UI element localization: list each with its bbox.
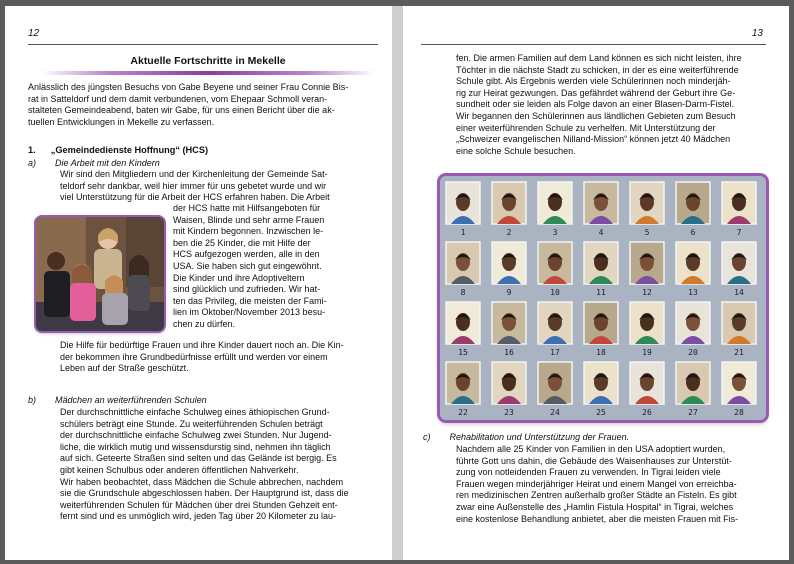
text-line: führte Gott uns dahin, die Gebäude des Waisenhauses zur Unterstüt- [456, 455, 732, 466]
student-portrait [538, 302, 572, 344]
student-portrait [538, 182, 572, 224]
right-page [403, 6, 789, 560]
photo-number-label: 24 [550, 408, 560, 417]
text-line: Anlässlich des jüngsten Besuchs von Gabe Beyene und seiner Frau Connie Bis- [28, 82, 349, 92]
text-line: Wir begannen den Schülerinnen aus ländlichen Gebieten zum Besuch [456, 110, 736, 121]
text-line: HCS aufgezogen werden, alle in den [173, 249, 320, 260]
section-title: „Gemeindedienste Hoffnung“ (HCS) [50, 145, 209, 155]
subheading-label: b) [28, 395, 37, 405]
children-photo-drawing [36, 217, 164, 331]
student-portrait [538, 362, 572, 404]
header-rule-left [28, 44, 378, 45]
article-title [33, 55, 383, 75]
text-line: der durchschnittliche einfache Schulweg zwei Stunden. Nur Jugend- [60, 430, 332, 441]
photo-number-label: 10 [550, 288, 560, 297]
photo-number-label: 20 [688, 348, 698, 357]
photo-number-label: 6 [690, 228, 696, 237]
text-line: Die Hilfe für bedürftige Frauen und ihre Kinder dauert noch an. Die Kin- [60, 340, 344, 350]
text-line: ren medizinischen Zentren außerhalb großer Städte an Fisteln. Es gibt [456, 490, 737, 501]
section-heading-1 [28, 145, 208, 155]
text-line: Die Kinder und ihre Adoptiveltern [173, 272, 305, 283]
text-line: stalteten Gemeindeabend, baten wir Gabe, für uns einen Bericht über die ak- [28, 105, 335, 116]
text-line: Nachdem alle 25 Kinder von Familien in den USA adoptiert wurden, [456, 444, 726, 454]
text-line: Schule gibt. Als Ergebnis werden viele Schülerinnen noch minderjäh- [456, 76, 731, 87]
text-line: sundheit oder sie leiden als Folge davon an einer Blasen-Darm-Fistel. [456, 99, 735, 110]
photo-number-label: 14 [734, 288, 744, 297]
student-portrait [584, 362, 618, 404]
text-line: eine solche Schule besuchen. [456, 145, 576, 156]
text-line: rig zur Heirat gezwungen. Das gefährdet während der Geburt ihre Ge- [456, 87, 736, 98]
student-portrait [722, 362, 756, 404]
photo-number-label: 13 [688, 288, 698, 297]
text-line: fen. Die armen Familien auf dem Land können es sich nicht leisten, ihre [456, 53, 742, 63]
left-page [5, 6, 392, 560]
photo-number-label: 11 [596, 288, 606, 297]
sub-c-paragraph [456, 444, 766, 525]
student-portrait [538, 242, 572, 284]
student-portrait [584, 302, 618, 344]
sub-a-after-paragraph [60, 340, 378, 375]
text-line: Töchter in die nächste Stadt zu schicken, in der es eine weiterführende [456, 64, 739, 75]
photo-wall-drawing [440, 176, 766, 420]
photo-number-label: 22 [458, 408, 468, 417]
text-line: der HCS hatte mit Hilfsangeboten für [173, 203, 321, 213]
student-portrait [492, 362, 526, 404]
student-portrait [446, 182, 480, 224]
photo-number-label: 26 [642, 408, 652, 417]
student-portrait [722, 302, 756, 344]
section-number: 1. [28, 145, 36, 155]
sub-a-wrap-paragraph [173, 203, 378, 331]
photo-number-label: 4 [598, 228, 604, 237]
text-line: USA. Sie haben sich gut eingewöhnt. [173, 260, 322, 271]
text-line: schülers beträgt eine Stunde. Zu weiterführenden Schulen beträgt [60, 418, 323, 429]
continued-paragraph [456, 53, 766, 157]
photo-number-label: 19 [642, 348, 652, 357]
text-line: „Schweizer evangelischen Nilland-Mission“ können jetzt 40 Mädchen [456, 134, 731, 145]
student-portrait [676, 242, 710, 284]
text-line: Der durchschnittliche einfache Schulweg eines äthiopischen Grund- [60, 407, 330, 417]
text-line: sie die Grundschule abgeschlossen haben. Der Hauptgrund ist, dass die [60, 488, 349, 499]
text-line: einer weiterführenden Schule zu verhelfen. Mit Unterstützung der [456, 122, 716, 133]
subheading-a [28, 158, 160, 168]
student-portrait [676, 362, 710, 404]
photo-number-label: 17 [550, 348, 560, 357]
photo-number-label: 12 [642, 288, 652, 297]
student-portrait [446, 242, 480, 284]
text-line: Frauen wegen minderjähriger Heirat und einem Mangel von erreichba- [456, 478, 737, 489]
photo-number-label: 18 [596, 348, 606, 357]
student-portrait [630, 302, 664, 344]
text-line: auf sich. Geteerte Straßen sind selten und das Gelände ist bergig. Es [60, 453, 337, 464]
text-line: Wir haben beobachtet, dass Mädchen die Schule abbrechen, nachdem [60, 476, 344, 487]
photo-number-label: 21 [734, 348, 744, 357]
page-number-left: 12 [28, 28, 40, 39]
photo-number-label: 7 [736, 228, 742, 237]
intro-paragraph [28, 82, 378, 128]
photo-number-label: 9 [506, 288, 512, 297]
header-rule-right [421, 44, 766, 45]
text-line: weiterführenden Schulen für Mädchen über drei Stunden Gehzeit ent- [60, 499, 338, 510]
text-line: zung von notleidenden Frauen zu verwenden. In Tigrai leiden viele [456, 467, 721, 478]
student-portrait [584, 242, 618, 284]
student-portrait [630, 242, 664, 284]
student-portrait [630, 182, 664, 224]
photo-number-label: 8 [460, 288, 466, 297]
text-line: rat in Satteldorf und dem damit verbundenen, vom Ehepaar Schmoll veran- [28, 93, 328, 104]
subheading-label: c) [423, 432, 431, 442]
photo-number-label: 3 [552, 228, 558, 237]
text-line: chen zu dürfen. [173, 318, 236, 329]
children-photo [36, 217, 164, 331]
text-line: tuellen Entwicklungen in Mekelle zu verfassen. [28, 116, 215, 127]
photo-number-label: 23 [504, 408, 514, 417]
photo-number-label: 15 [458, 348, 468, 357]
text-line: Waisen, Blinde und sehr arme Frauen [173, 214, 325, 225]
text-line: sind glücklich und zufrieden. Wir hat- [173, 284, 321, 295]
page-number-right: 13 [751, 28, 763, 39]
text-line: lien im Oktober/November 2013 besu- [173, 307, 326, 318]
subheading-title: Rehabilitation und Unterstützung der Frauen. [449, 432, 630, 442]
student-portrait [722, 182, 756, 224]
text-line: der bekommen ihre Grundbedürfnisse erfüllt und werden vor einem [60, 351, 328, 362]
student-portrait [676, 182, 710, 224]
text-line: mit Kindern begonnen. Inzwischen le- [173, 226, 324, 237]
sub-a-paragraph [60, 169, 378, 204]
subheading-b [28, 395, 207, 405]
student-photo-wall [440, 176, 766, 420]
text-line: ben die 25 Kinder, die mit Hilfe der [173, 237, 311, 248]
photo-number-label: 1 [460, 228, 466, 237]
student-portrait [492, 182, 526, 224]
text-line: teldorf sehr dankbar, weil hier immer für uns gebetet wurde und wir [60, 180, 327, 191]
student-portrait [676, 302, 710, 344]
article-title-text: Aktuelle Fortschritte in Mekelle [130, 55, 286, 67]
student-portrait [584, 182, 618, 224]
sub-b-paragraph [60, 407, 378, 523]
text-line: liche, die wirklich mutig und wissensdurstig sind, nehmen ihn täglich [60, 441, 331, 452]
subheading-c [423, 432, 629, 442]
student-portrait [492, 302, 526, 344]
text-line: Wir sind den Mitgliedern und der Kirchenleitung der Gemeinde Sat- [60, 169, 328, 179]
photo-number-label: 5 [644, 228, 650, 237]
student-portrait [492, 242, 526, 284]
title-underline [41, 71, 375, 75]
subheading-title: Mädchen an weiterführenden Schulen [55, 395, 207, 405]
photo-number-label: 28 [734, 408, 744, 417]
text-line: viel Unterstützung für die Arbeit der HCS erfahren haben. Die Arbeit [60, 192, 330, 203]
subheading-label: a) [28, 158, 37, 168]
subheading-title: Die Arbeit mit den Kindern [55, 158, 160, 168]
student-portrait [630, 362, 664, 404]
photo-number-label: 25 [596, 408, 606, 417]
student-portrait [446, 362, 480, 404]
student-portrait [722, 242, 756, 284]
book-gutter [392, 6, 403, 560]
text-line: Leben auf der Straße geschützt. [60, 363, 189, 374]
text-line: eine kostenlose Behandlung anbietet, aber die meisten Frauen mit Fis- [456, 513, 739, 524]
photo-number-label: 2 [506, 228, 512, 237]
text-line: ten das Privileg, die meisten der Fami- [173, 295, 327, 306]
photo-number-label: 27 [688, 408, 698, 417]
text-line: zwar eine Außenstelle des „Hamlin Fistula Hospital“ in Tigrai, welches [456, 501, 734, 512]
student-portrait [446, 302, 480, 344]
text-line: gibt keinen Schulbus oder anderen öffentlichen Nahverkehr. [60, 464, 299, 475]
text-line: fernt sind und es unmöglich wird, jeden Tag über 20 Kilometer zu lau- [60, 511, 336, 522]
photo-number-label: 16 [504, 348, 514, 357]
